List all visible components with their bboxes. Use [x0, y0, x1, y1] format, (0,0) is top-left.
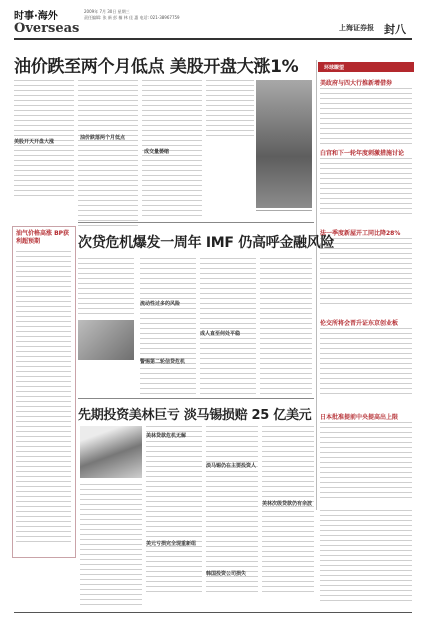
- sidebar-title: 美政府与四大行推新增借券: [320, 80, 393, 87]
- sidebar-text: [320, 422, 412, 502]
- article-text: [260, 258, 312, 398]
- article-text: [78, 258, 134, 318]
- sidebar-title: 白宫和下一轮年度刺激措施讨论: [320, 150, 405, 157]
- sidebar-title: 法一季度新屋开工同比降28%: [320, 230, 401, 237]
- article-text: [320, 510, 412, 605]
- sidebar-title: 日本批准提前中央提高出上限: [320, 414, 399, 421]
- subhead: 淡马锡仍在主要投资人: [206, 463, 257, 469]
- article-text: [80, 484, 142, 609]
- header-rule: [14, 38, 412, 40]
- subhead: 警惕第二轮信贷危机: [140, 359, 186, 365]
- article-text: [206, 80, 254, 140]
- left-box-title: 油气价格高涨 BP获利超预期: [16, 230, 70, 245]
- subhead: 美股开天开盘大涨: [14, 139, 55, 145]
- sidebar-title: 伦交所将会晋升证东京创业板: [320, 320, 399, 327]
- meta-date: 2009年 7月 30日 星期三: [84, 9, 130, 14]
- left-box: [12, 226, 76, 558]
- meta-editor: 责任编辑: 张 新 彭 楠 林 佳 惠 电话: 021-38967759: [84, 15, 180, 20]
- page-number: 封八: [384, 23, 406, 36]
- subhead: 韩国投资公司损失: [206, 571, 247, 577]
- article-text: [140, 258, 196, 398]
- photo-caption-line: [256, 210, 312, 211]
- article-text: [78, 80, 138, 230]
- sidebar-rule: [316, 60, 317, 510]
- sidebar-header: [318, 62, 414, 72]
- article-text: [200, 258, 256, 398]
- sidebar-text: [320, 88, 412, 146]
- news-photo: [256, 80, 312, 208]
- subhead: 流动性过多的风险: [140, 301, 181, 307]
- subhead: 成交量萎缩: [144, 149, 170, 155]
- left-box-text: [16, 251, 71, 551]
- subhead: 油价跌落两个月低点: [80, 135, 126, 141]
- sidebar-tag: 环球瞭望: [324, 65, 345, 71]
- subhead: 美林贷款危机无解: [146, 433, 187, 439]
- section-title: 时事·海外: [14, 11, 58, 22]
- footer-rule: [14, 612, 412, 613]
- headline-bottom: 先期投资美林巨亏 淡马锡损赔 25 亿美元: [78, 408, 312, 423]
- section-rule: [78, 398, 314, 399]
- headline-mid: 次贷危机爆发一周年 IMF 仍高呼金融风险: [78, 235, 335, 251]
- headline-top: 油价跌至两个月低点 美股开盘大涨1%: [14, 57, 299, 77]
- subhead: 美林次级贷款仍有余波: [262, 501, 313, 507]
- paper-name: 上海证券报: [339, 23, 374, 32]
- subhead: 成人直至何处平稳: [200, 331, 241, 337]
- article-text: [146, 426, 202, 596]
- section-rule: [78, 222, 314, 223]
- subhead: 美元亏损完全现重新组: [146, 541, 197, 547]
- article-text: [262, 426, 314, 596]
- sidebar-text: [320, 158, 412, 218]
- section-english: Overseas: [14, 21, 80, 36]
- sidebar-text: [320, 328, 412, 398]
- news-photo: [80, 426, 142, 478]
- news-photo: [78, 320, 134, 360]
